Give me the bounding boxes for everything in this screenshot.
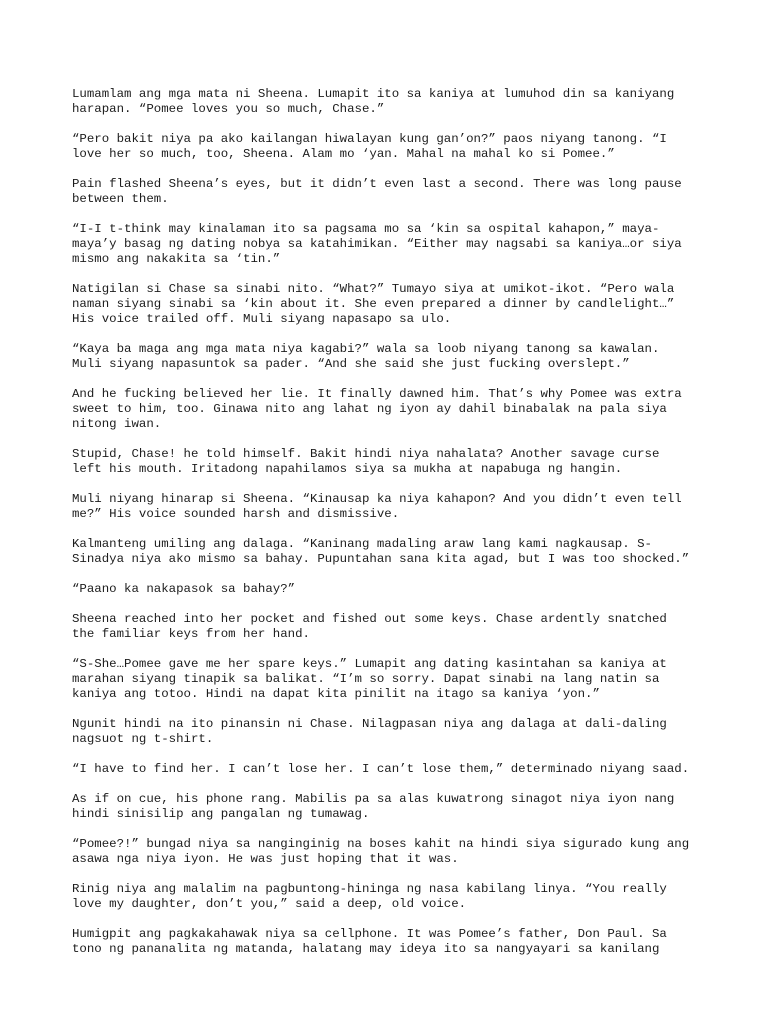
paragraph: “I have to find her. I can’t lose her. I can’t lose them,” determinado niyang saad. <box>72 762 690 776</box>
paragraph: Ngunit hindi na ito pinansin ni Chase. Nilagpasan niya ang dalaga at dali-daling nagsuot ng t-shirt. <box>72 717 667 746</box>
paragraph: Sheena reached into her pocket and fished out some keys. Chase ardently snatched the familiar keys from her hand. <box>72 612 667 641</box>
paragraph: Natigilan si Chase sa sinabi nito. “What?” Tumayo siya at umikot-ikot. “Pero wala naman siyang sinabi sa ‘kin about it. She even prepared a dinner by candlelight…” His voice trailed off. Muli siyang napasapo sa ulo. <box>72 282 675 326</box>
paragraph: Lumamlam ang mga mata ni Sheena. Lumapit ito sa kaniya at lumuhod din sa kaniyang harapan. “Pomee loves you so much, Chase.” <box>72 87 675 116</box>
paragraph: As if on cue, his phone rang. Mabilis pa sa alas kuwatrong sinagot niya iyon nang hindi sinisilip ang pangalan ng tumawag. <box>72 792 675 821</box>
paragraph: “Kaya ba maga ang mga mata niya kagabi?” wala sa loob niyang tanong sa kawalan. Muli siyang napasuntok sa pader. “And she said she just fucking overslept.” <box>72 342 660 371</box>
paragraph: Rinig niya ang malalim na pagbuntong-hininga ng nasa kabilang linya. “You really love my daughter, don’t you,” said a deep, old voice. <box>72 882 667 911</box>
paragraph: Stupid, Chase! he told himself. Bakit hindi niya nahalata? Another savage curse left his mouth. Iritadong napahilamos siya sa mukha at napabuga ng hangin. <box>72 447 660 476</box>
paragraph: “Pero bakit niya pa ako kailangan hiwalayan kung gan’on?” paos niyang tanong. “I love her so much, too, Sheena. Alam mo ‘yan. Mahal na mahal ko si Pomee.” <box>72 132 667 161</box>
paragraph: And he fucking believed her lie. It finally dawned him. That’s why Pomee was extra sweet to him, too. Ginawa nito ang lahat ng iyon ay dahil binabalak na pala siya nitong iwan. <box>72 387 682 431</box>
paragraph: “I-I t-think may kinalaman ito sa pagsama mo sa ‘kin sa ospital kahapon,” maya- maya’y basag ng dating nobya sa katahimikan. “Either may nagsabi sa kaniya…or siya mismo ang nakakita sa ‘tin.” <box>72 222 682 266</box>
document-body <box>72 87 712 972</box>
paragraph: Kalmanteng umiling ang dalaga. “Kaninang madaling araw lang kami nagkausap. S- Sinadya niya ako mismo sa bahay. Pupuntahan sana kita agad, but I was too shocked.” <box>72 537 690 566</box>
paragraph: “S-She…Pomee gave me her spare keys.” Lumapit ang dating kasintahan sa kaniya at marahan siyang tinapik sa balikat. “I’m so sorry. Dapat sinabi na lang natin sa kaniya ang totoo. Hindi na dapat kita pinilit na itago sa kaniya ‘yon.” <box>72 657 667 701</box>
paragraph: Muli niyang hinarap si Sheena. “Kinausap ka niya kahapon? And you didn’t even tell me?” His voice sounded harsh and dismissive. <box>72 492 682 521</box>
paragraph: “Pomee?!” bungad niya sa nanginginig na boses kahit na hindi siya sigurado kung ang asawa nga niya iyon. He was just hoping that it was. <box>72 837 690 866</box>
paragraph: “Paano ka nakapasok sa bahay?” <box>72 582 296 596</box>
paragraph: Pain flashed Sheena’s eyes, but it didn’t even last a second. There was long pause between them. <box>72 177 682 206</box>
paragraph: Humigpit ang pagkakahawak niya sa cellphone. It was Pomee’s father, Don Paul. Sa tono ng pananalita ng matanda, halatang may ideya ito sa nangyayari sa kanilang <box>72 927 667 956</box>
